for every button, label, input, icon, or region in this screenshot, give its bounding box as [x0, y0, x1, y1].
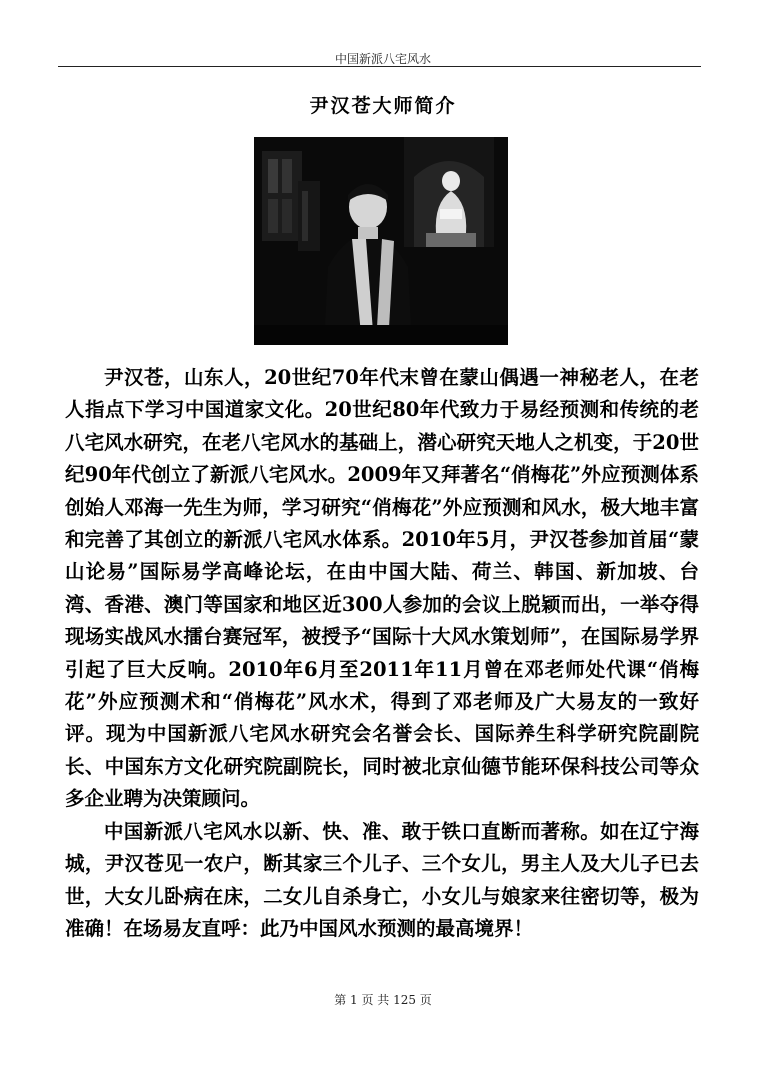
paragraph-fengshui: 中国新派八宅风水以新、快、准、敢于铁口直断而著称。如在辽宁海城，尹汉苍见一农户，断其家三个儿子、三个女儿，男主人及大儿子已去世，大女儿卧病在床，二女儿自杀身亡，小女儿与娘家来往密切等，极为准确！在场易友直呼：此乃中国风水预测的最高境界！	[65, 819, 699, 940]
page-footer: 第 1 页 共 125 页	[334, 993, 432, 1007]
paragraph-biography: 尹汉苍，山东人，20世纪70年代末曾在蒙山偶遇一神秘老人，在老人指点下学习中国道家文化。20世纪80年代致力于易经预测和传统的老八宅风水研究，在老八宅风水的基础上，潜心研究天地人之机变，于20世纪90年代创立了新派八宅风水。2009年又拜著名“俏梅花”外应预测体系创始人邓海一先生为师，学习研究“俏梅花”外应预测和风水，极大地丰富和完善了其创立的新派八宅风水体系。2010年5月，尹汉苍参加首届“蒙山论易”国际易学高峰论坛，在由中国大陆、荷兰、韩国、新加坡、台湾、香港、澳门等国家和地区近300人参加的会议上脱颖而出，一举夺得现场实战风水擂台赛冠军，被授予“国际十大风水策划师”，在国际易学界引起了巨大反响。2010年6月至2011年11月曾在邓老师处代课“俏梅花”外应预测术和“俏梅花”风水术，得到了邓老师及广大易友的一致好评。现为中国新派八宅风水研究会名誉会长、国际养生科学研究院副院长、中国东方文化研究院副院长，同时被北京仙德节能环保科技公司等众多企业聘为决策顾问。	[65, 366, 699, 811]
portrait-photo	[254, 137, 508, 345]
header-divider	[58, 66, 701, 67]
portrait-image	[254, 137, 508, 345]
page-title: 尹汉苍大师简介	[309, 95, 457, 117]
running-header: 中国新派八宅风水	[334, 52, 431, 66]
biography-body	[65, 362, 699, 945]
